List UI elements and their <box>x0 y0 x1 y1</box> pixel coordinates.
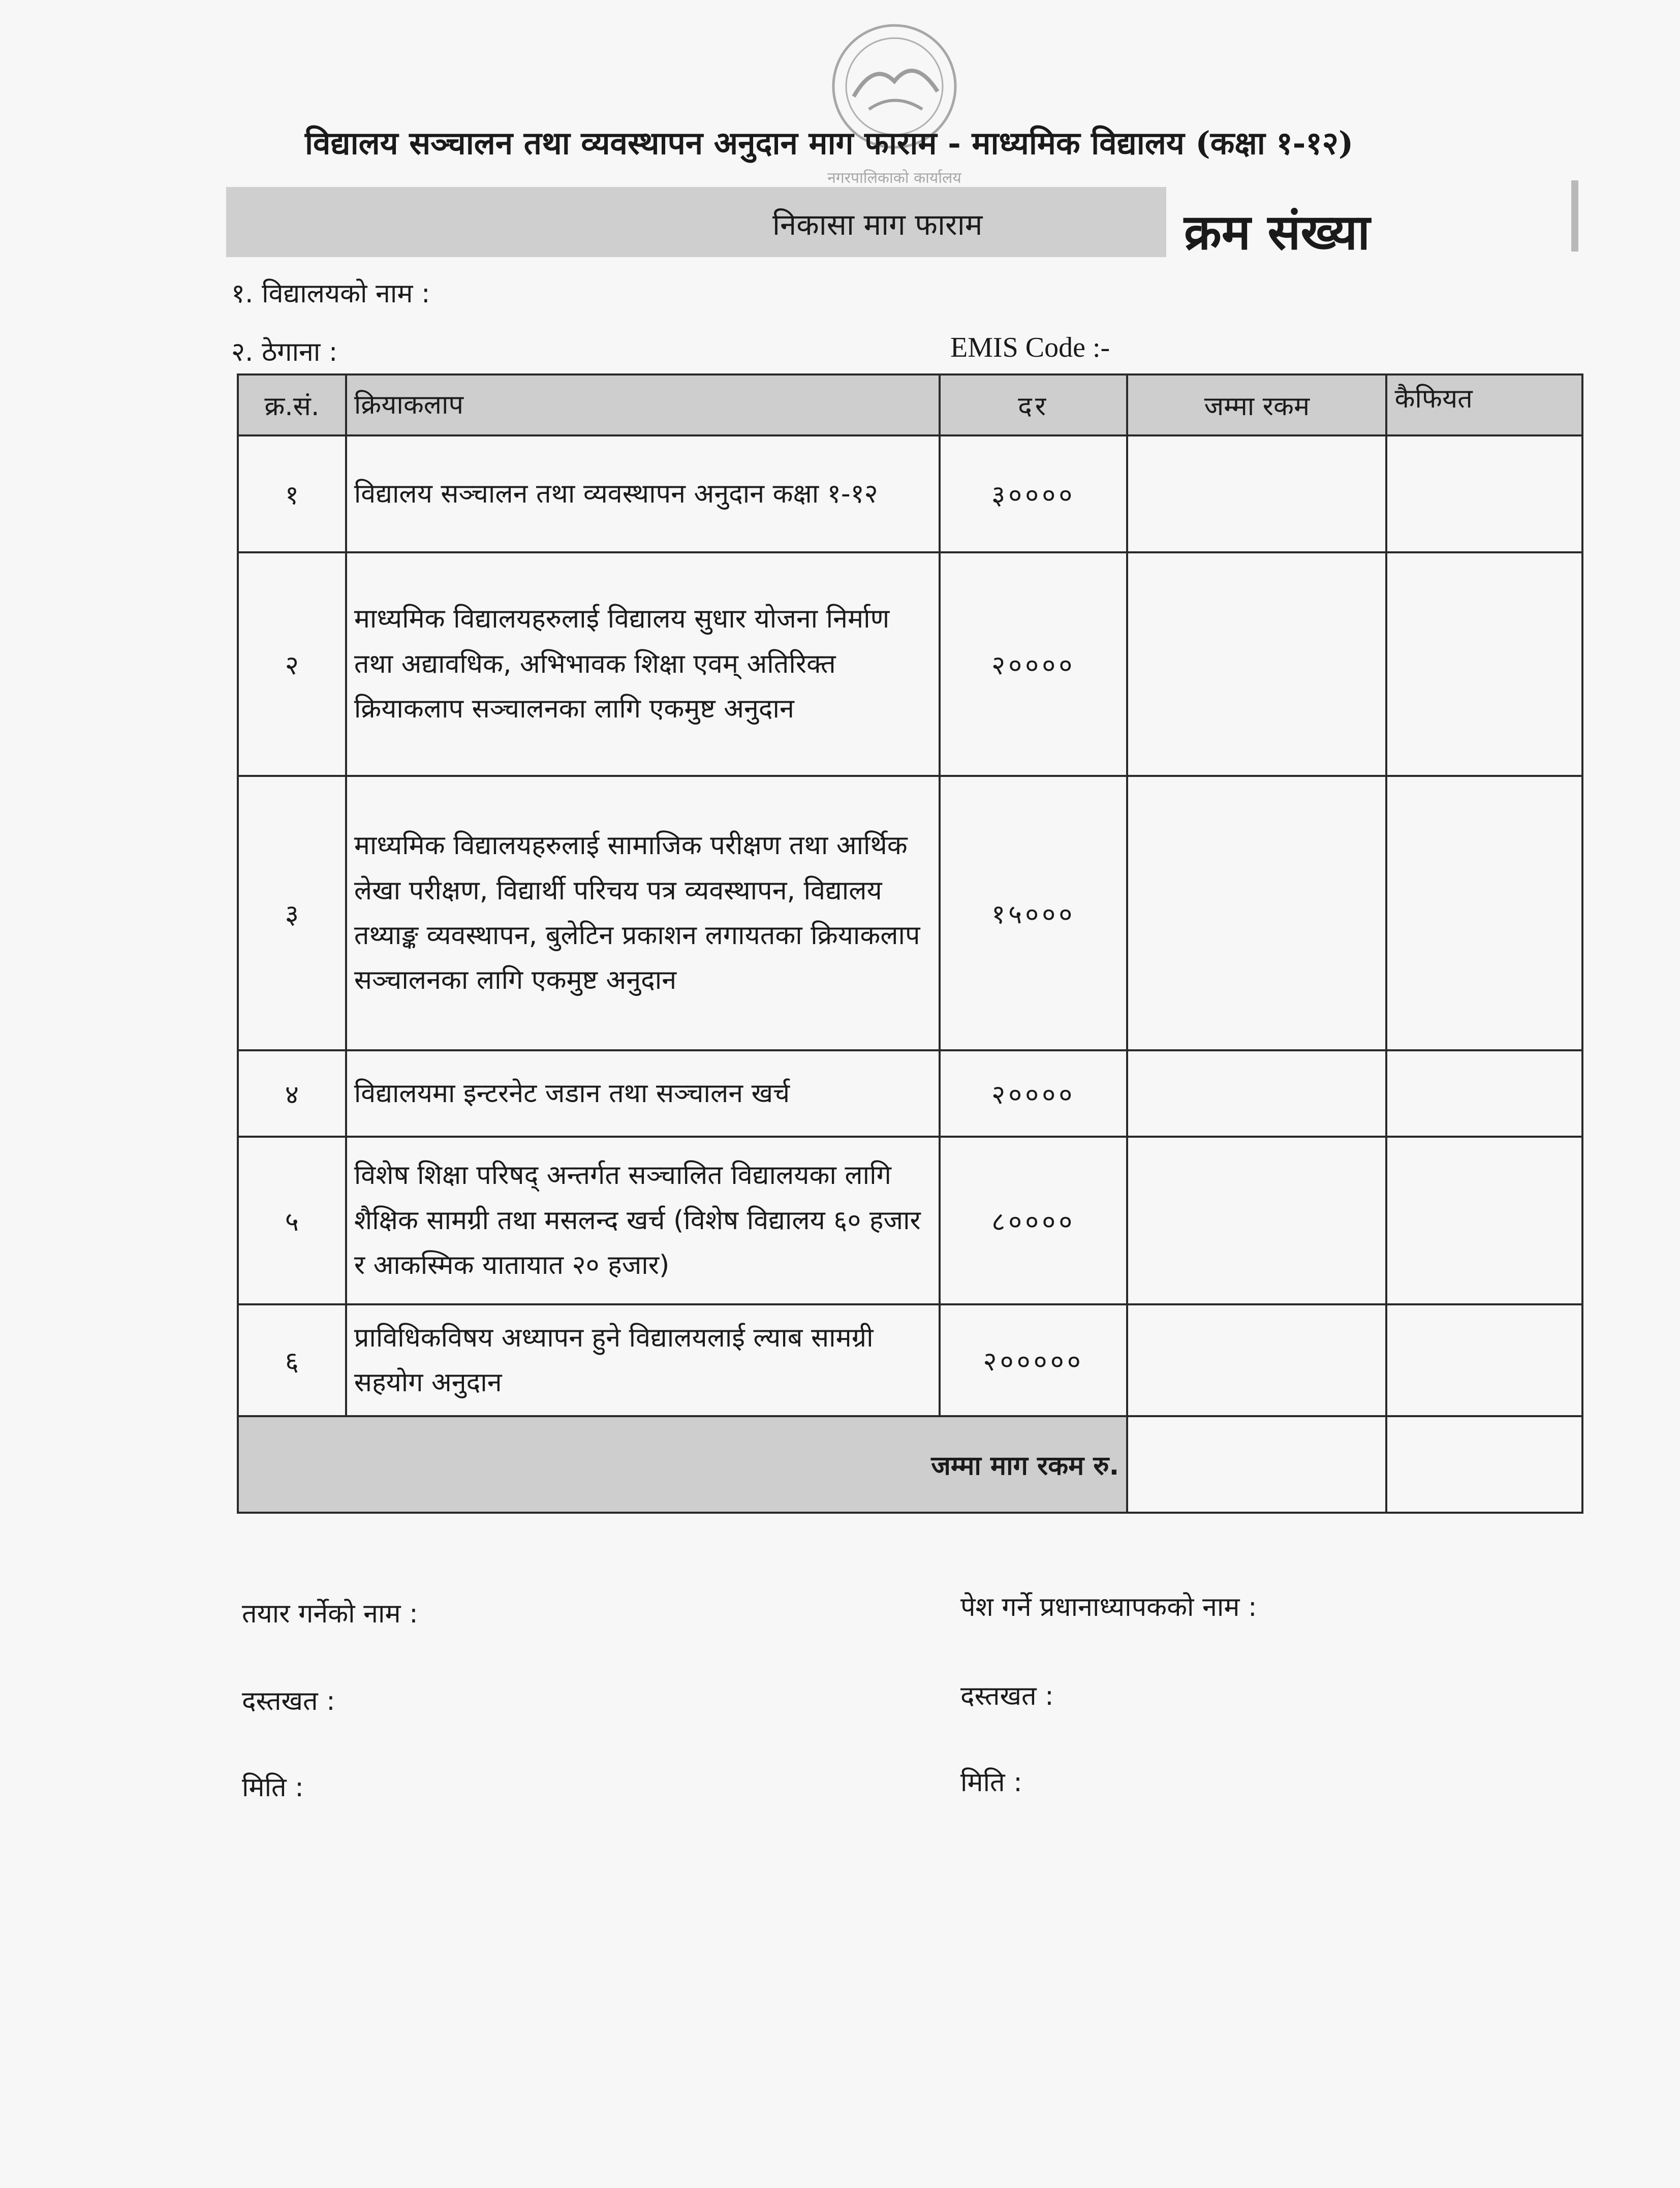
seal-text: नगरपालिकाको कार्यालय <box>827 169 961 187</box>
banner-bar <box>226 187 1166 257</box>
total-label: जम्मा माग रकम रु. <box>238 1416 1127 1513</box>
prepared-by-signature-label: दस्तखत : <box>242 1686 335 1716</box>
table-row <box>238 552 1582 776</box>
prepared-by-name-label: तयार गर्नेको नाम : <box>242 1599 418 1629</box>
row-amount-cell[interactable] <box>1127 1050 1386 1137</box>
row-rate: ३०००० <box>940 435 1127 552</box>
row-activity: विद्यालयमा इन्टरनेट जडान तथा सञ्चालन खर्च <box>346 1050 940 1137</box>
seal-emblem <box>793 20 996 203</box>
row-serial: ४ <box>238 1050 346 1137</box>
school-name-label: १. विद्यालयको नाम : <box>231 278 430 309</box>
banner-text: निकासा माग फाराम <box>772 207 983 242</box>
row-remarks-cell[interactable] <box>1386 1137 1582 1304</box>
address-label: २. ठेगाना : <box>231 337 338 367</box>
row-serial: ५ <box>238 1137 346 1304</box>
row-activity: माध्यमिक विद्यालयहरुलाई सामाजिक परीक्षण तथा आर्थिक लेखा परीक्षण, विद्यार्थी परिचय पत्र व्यवस्थापन, विद्यालय तथ्याङ्क व्यवस्थापन, बुलेटिन प्रकाशन लगायतका क्रियाकलाप सञ्चालनका लागि एकमुष्ट अनुदान <box>346 776 940 1050</box>
prepared-by-date-label: मिति : <box>242 1772 304 1803</box>
table-row <box>238 776 1582 1050</box>
form-title: विद्यालय सञ्चालन तथा व्यवस्थापन अनुदान माग फाराम - माध्यमिक विद्यालय (कक्षा १-१२) <box>305 124 1354 162</box>
total-remarks-cell[interactable] <box>1386 1416 1582 1513</box>
headteacher-date-label: मिति : <box>960 1767 1022 1798</box>
total-row <box>238 1416 1582 1513</box>
row-remarks-cell[interactable] <box>1386 435 1582 552</box>
row-serial: १ <box>238 435 346 552</box>
row-remarks-cell[interactable] <box>1386 1050 1582 1137</box>
row-rate: २०००० <box>940 1050 1127 1137</box>
table-row <box>238 1050 1582 1137</box>
headteacher-signature-label: दस्तखत : <box>960 1681 1054 1711</box>
row-rate: २००००० <box>940 1304 1127 1416</box>
row-activity: विशेष शिक्षा परिषद् अन्तर्गत सञ्चालित विद्यालयका लागि शैक्षिक सामग्री तथा मसलन्द खर्च (विशेष विद्यालय ६० हजार र आकस्मिक यातायात २० हजार) <box>346 1137 940 1304</box>
row-serial: ६ <box>238 1304 346 1416</box>
row-remarks-cell[interactable] <box>1386 1304 1582 1416</box>
header-activity: क्रियाकलाप <box>346 374 940 435</box>
row-rate: १५००० <box>940 776 1127 1050</box>
row-amount-cell[interactable] <box>1127 1304 1386 1416</box>
row-amount-cell[interactable] <box>1127 776 1386 1050</box>
grant-table <box>237 373 1583 1514</box>
row-remarks-cell[interactable] <box>1386 552 1582 776</box>
row-serial: २ <box>238 552 346 776</box>
row-rate: ८०००० <box>940 1137 1127 1304</box>
row-amount-cell[interactable] <box>1127 1137 1386 1304</box>
table-row <box>238 435 1582 552</box>
headteacher-name-label: पेश गर्ने प्रधानाध्यापकको नाम : <box>960 1592 1257 1622</box>
row-amount-cell[interactable] <box>1127 552 1386 776</box>
row-serial: ३ <box>238 776 346 1050</box>
header-rate: दर <box>940 374 1127 435</box>
header-amount: जम्मा रकम <box>1127 374 1386 435</box>
row-rate: २०००० <box>940 552 1127 776</box>
row-amount-cell[interactable] <box>1127 435 1386 552</box>
header-serial: क्र.सं. <box>238 374 346 435</box>
row-activity: प्राविधिकविषय अध्यापन हुने विद्यालयलाई ल्याब सामग्री सहयोग अनुदान <box>346 1304 940 1416</box>
table-row <box>238 1304 1582 1416</box>
row-activity: माध्यमिक विद्यालयहरुलाई विद्यालय सुधार योजना निर्माण तथा अद्यावधिक, अभिभावक शिक्षा एवम् अतिरिक्त क्रियाकलाप सञ्चालनका लागि एकमुष्ट अनुदान <box>346 552 940 776</box>
edge-bar <box>1571 180 1578 252</box>
emis-code-label: EMIS Code :- <box>950 332 1110 363</box>
table-header-row <box>238 374 1582 435</box>
table-row <box>238 1137 1582 1304</box>
serial-number-label: क्रम संख्या <box>1184 204 1371 261</box>
header-remarks: कैफियत <box>1386 374 1582 435</box>
total-amount-cell[interactable] <box>1127 1416 1386 1513</box>
row-activity: विद्यालय सञ्चालन तथा व्यवस्थापन अनुदान कक्षा १-१२ <box>346 435 940 552</box>
row-remarks-cell[interactable] <box>1386 776 1582 1050</box>
